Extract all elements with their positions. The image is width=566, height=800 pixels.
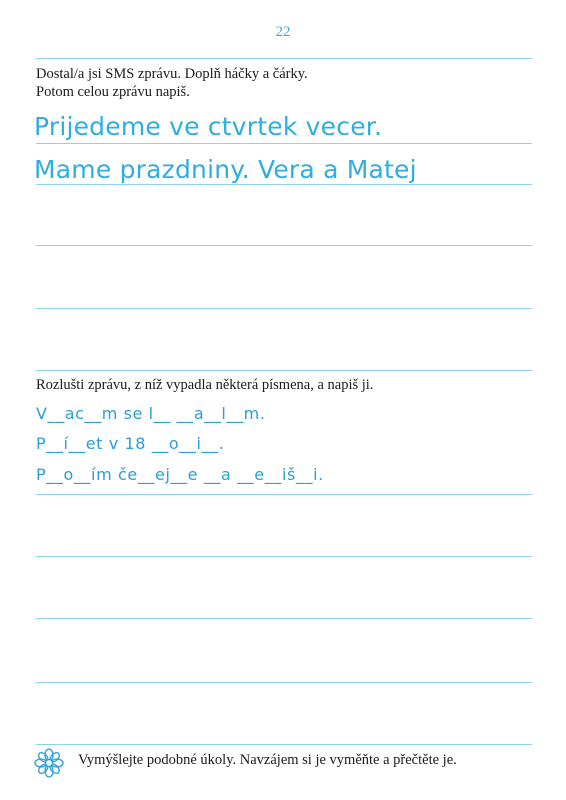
sms-message-line2: Mame prazdniny. Vera a Matej: [34, 155, 417, 184]
writing-line: [36, 744, 532, 745]
cipher-line3: P__o__ím če__ej__e __a __e__iš__i.: [36, 465, 324, 484]
writing-line: [36, 245, 532, 246]
task2-instruction: Rozlušti zprávu, z níž vypadla některá písmena, a napiš ji.: [36, 377, 374, 393]
writing-line: [36, 682, 532, 683]
footer-tip: Vymýšlejte podobné úkoly. Navzájem si je vyměňte a přečtěte je.: [78, 752, 457, 768]
cipher-line2: P__í__et v 18 __o__i__.: [36, 434, 225, 453]
flower-icon: [34, 748, 64, 778]
task1-instruction-line2: Potom celou zprávu napiš.: [36, 84, 190, 100]
cipher-line1: V__ac__m se l__ __a__l__m.: [36, 404, 266, 423]
writing-line: [36, 556, 532, 557]
writing-line: [36, 370, 532, 371]
writing-line: [36, 308, 532, 309]
writing-line: [36, 143, 532, 144]
task1-instruction-line1: Dostal/a jsi SMS zprávu. Doplň háčky a čárky.: [36, 66, 308, 82]
writing-line: [36, 494, 532, 495]
sms-message-line1: Prijedeme ve ctvrtek vecer.: [34, 112, 383, 141]
page-number: 22: [275, 24, 291, 40]
writing-line: [36, 184, 532, 185]
writing-line: [36, 618, 532, 619]
rule-line: [36, 58, 532, 59]
